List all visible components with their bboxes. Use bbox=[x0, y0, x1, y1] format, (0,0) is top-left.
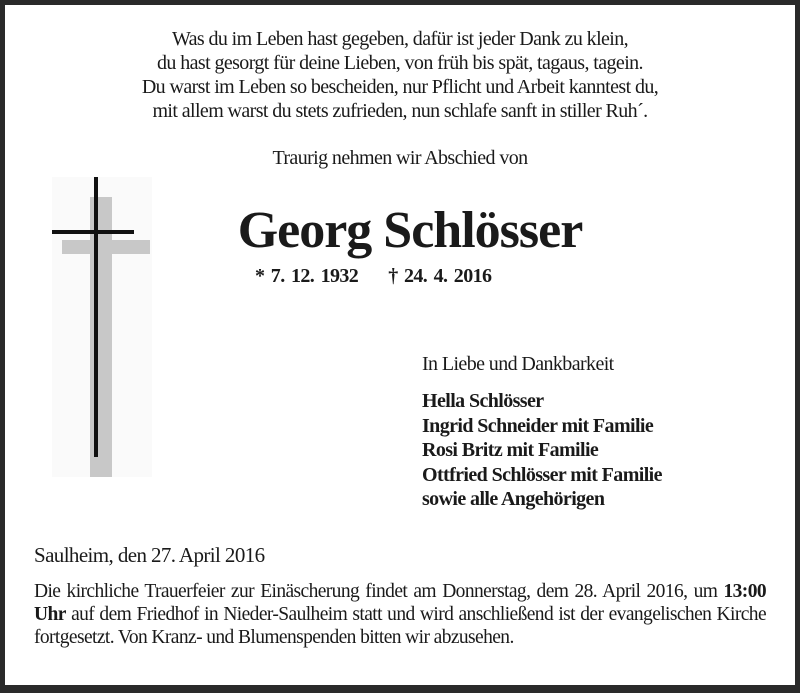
poem-line: Du warst im Leben so bescheiden, nur Pflicht und Arbeit kanntest du, bbox=[141, 76, 659, 98]
poem-line: mit allem warst du stets zufrieden, nun schlafe sanft in stiller Ruh´. bbox=[152, 100, 648, 122]
mourner: sowie alle Angehörigen bbox=[422, 488, 605, 510]
poem-line: Was du im Leben hast gegeben, dafür ist jeder Dank zu klein, bbox=[171, 28, 629, 50]
mourner: Hella Schlösser bbox=[422, 390, 544, 412]
intro-text: Traurig nehmen wir Abschied von bbox=[272, 147, 528, 169]
mourner: Ottfried Schlösser mit Familie bbox=[422, 463, 662, 486]
place-date: Saulheim, den 27. April 2016 bbox=[34, 543, 265, 567]
poem bbox=[5, 27, 795, 123]
mourners-list bbox=[422, 389, 662, 512]
birth-date: * 7. 12. 1932 bbox=[255, 265, 359, 287]
poem-line: du hast gesorgt für deine Lieben, von früh bis spät, tagaus, tagein. bbox=[157, 52, 643, 74]
mourner: Rosi Britz mit Familie bbox=[422, 439, 599, 461]
cross-icon bbox=[52, 177, 152, 477]
funeral-notice bbox=[34, 580, 766, 649]
funeral-time: 13:00 Uhr bbox=[34, 581, 766, 625]
obituary-notice bbox=[5, 5, 795, 685]
mourners-intro: In Liebe und Dankbarkeit bbox=[422, 353, 614, 375]
notice-text: Die kirchliche Trauerfeier zur Einäscherung findet am Donnerstag, dem 28. April 2016, um bbox=[34, 581, 724, 602]
mourner: Ingrid Schneider mit Familie bbox=[422, 414, 654, 437]
life-dates bbox=[255, 265, 521, 288]
death-date: † 24. 4. 2016 bbox=[388, 265, 492, 287]
deceased-name: Georg Schlösser bbox=[237, 202, 583, 259]
notice-text: auf dem Friedhof in Nieder-Saulheim statt und wird anschließend ist der evangelischen Kirche fortgesetzt. Von Kranz- und Blumenspenden bitten wir abzusehen. bbox=[34, 604, 766, 648]
